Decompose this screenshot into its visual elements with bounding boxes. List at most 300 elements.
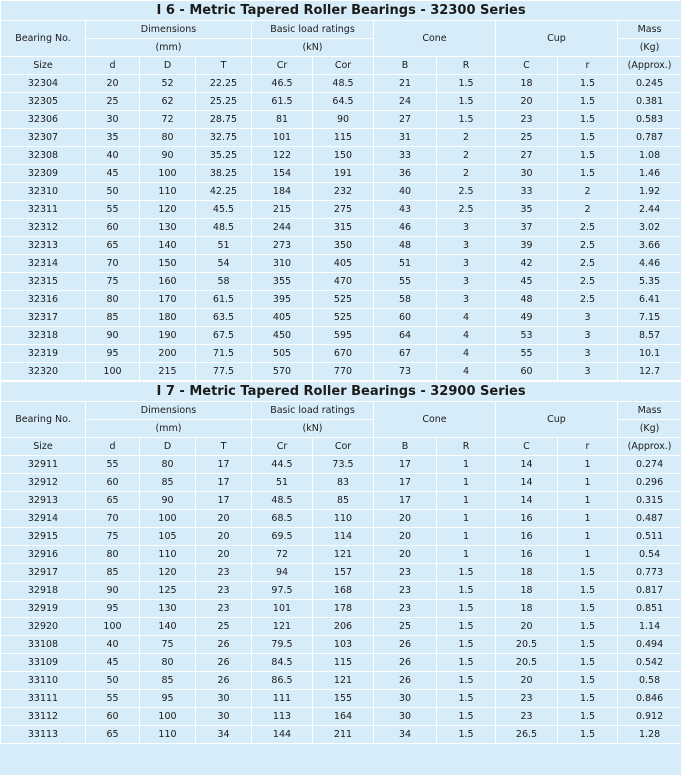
table-cell: 40 [374, 183, 437, 201]
table-row [1, 510, 681, 528]
bearing-size-cell: 32311 [1, 201, 86, 219]
table-cell: 64 [374, 327, 437, 345]
table-cell: 215 [252, 201, 313, 219]
table-cell: 0.494 [618, 636, 681, 654]
load-unit: (kN) [252, 420, 374, 438]
table-cell: 60 [496, 363, 558, 381]
table-cell: 14 [496, 456, 558, 474]
dimensions-header: Dimensions [86, 402, 252, 420]
table-cell: 1.5 [558, 726, 618, 744]
table-cell: 1 [437, 474, 496, 492]
table-cell: 2.5 [558, 273, 618, 291]
table-cell: 1.28 [618, 726, 681, 744]
table-cell: 2 [558, 183, 618, 201]
column-header: d [86, 57, 140, 75]
table-cell: 3.66 [618, 237, 681, 255]
table-cell: 48.5 [313, 75, 374, 93]
table-cell: 90 [140, 492, 196, 510]
table-cell: 315 [313, 219, 374, 237]
table-cell: 27 [374, 111, 437, 129]
table-cell: 48 [496, 291, 558, 309]
table-cell: 70 [86, 510, 140, 528]
table-cell: 6.41 [618, 291, 681, 309]
table-cell: 505 [252, 345, 313, 363]
table-cell: 4 [437, 327, 496, 345]
table-cell: 60 [374, 309, 437, 327]
table-cell: 80 [140, 654, 196, 672]
table-cell: 160 [140, 273, 196, 291]
table-cell: 20 [86, 75, 140, 93]
table-cell: 55 [86, 456, 140, 474]
bearing-size-cell: 32304 [1, 75, 86, 93]
table-cell: 65 [86, 726, 140, 744]
table-cell: 4 [437, 345, 496, 363]
table-cell: 125 [140, 582, 196, 600]
table-cell: 73 [374, 363, 437, 381]
table-cell: 121 [313, 672, 374, 690]
table-cell: 4 [437, 309, 496, 327]
table-cell: 24 [374, 93, 437, 111]
column-header: B [374, 438, 437, 456]
table-cell: 43 [374, 201, 437, 219]
table-cell: 1.5 [558, 636, 618, 654]
table-cell: 4.46 [618, 255, 681, 273]
table-cell: 140 [140, 237, 196, 255]
table-cell: 2.5 [437, 201, 496, 219]
table-cell: 20 [374, 528, 437, 546]
table-cell: 355 [252, 273, 313, 291]
column-header: r [558, 438, 618, 456]
bearing-size-cell: 32918 [1, 582, 86, 600]
table-cell: 405 [313, 255, 374, 273]
bearing-size-cell: 32913 [1, 492, 86, 510]
mass-unit: (Kg) [618, 39, 681, 57]
table-cell: 85 [86, 309, 140, 327]
table-cell: 25 [496, 129, 558, 147]
table-cell: 14 [496, 474, 558, 492]
bearing-size-cell: 32314 [1, 255, 86, 273]
table-row [1, 219, 681, 237]
table-cell: 170 [140, 291, 196, 309]
table-cell: 35 [86, 129, 140, 147]
table-row [1, 636, 681, 654]
table-cell: 1.46 [618, 165, 681, 183]
table-cell: 16 [496, 528, 558, 546]
table-cell: 113 [252, 708, 313, 726]
cup-header: Cup [496, 21, 618, 57]
table-row [1, 690, 681, 708]
table-cell: 101 [252, 129, 313, 147]
table-cell: 0.851 [618, 600, 681, 618]
table-cell: 1.5 [437, 672, 496, 690]
table-cell: 97.5 [252, 582, 313, 600]
load-ratings-header: Basic load ratings [252, 21, 374, 39]
table-cell: 28.75 [196, 111, 252, 129]
table-cell: 100 [140, 165, 196, 183]
table-cell: 1.5 [437, 93, 496, 111]
dimensions-unit: (mm) [86, 39, 252, 57]
table-cell: 1.5 [558, 672, 618, 690]
table-row [1, 708, 681, 726]
mass-header: Mass [618, 21, 681, 39]
bearing-size-cell: 32306 [1, 111, 86, 129]
table-row [1, 582, 681, 600]
table-cell: 1 [437, 528, 496, 546]
table-cell: 570 [252, 363, 313, 381]
table-cell: 50 [86, 672, 140, 690]
table-cell: 5.35 [618, 273, 681, 291]
table-cell: 595 [313, 327, 374, 345]
table-cell: 8.57 [618, 327, 681, 345]
table-cell: 26 [196, 654, 252, 672]
table-cell: 1.5 [437, 690, 496, 708]
table-cell: 18 [496, 582, 558, 600]
table-cell: 111 [252, 690, 313, 708]
table-cell: 3 [558, 363, 618, 381]
table-cell: 3 [558, 345, 618, 363]
table-row [1, 492, 681, 510]
table-cell: 40 [86, 636, 140, 654]
table-cell: 60 [86, 219, 140, 237]
table-cell: 23 [196, 582, 252, 600]
table-cell: 103 [313, 636, 374, 654]
table-cell: 51 [374, 255, 437, 273]
table-cell: 1 [558, 546, 618, 564]
table-cell: 23 [374, 564, 437, 582]
table-cell: 48 [374, 237, 437, 255]
cone-header: Cone [374, 402, 496, 438]
table-cell: 1.5 [558, 654, 618, 672]
table-cell: 51 [252, 474, 313, 492]
table-cell: 22.25 [196, 75, 252, 93]
column-header: Cr [252, 438, 313, 456]
table-cell: 110 [140, 546, 196, 564]
table-cell: 20 [374, 546, 437, 564]
table-cell: 45 [496, 273, 558, 291]
table-cell: 1 [437, 456, 496, 474]
bearing-size-cell: 32310 [1, 183, 86, 201]
table-cell: 130 [140, 600, 196, 618]
table-cell: 184 [252, 183, 313, 201]
table-row [1, 618, 681, 636]
table-cell: 0.817 [618, 582, 681, 600]
spec-table-1 [0, 0, 681, 381]
table-row [1, 291, 681, 309]
table-cell: 80 [140, 456, 196, 474]
table-cell: 3 [437, 255, 496, 273]
table-cell: 52 [140, 75, 196, 93]
table-cell: 95 [86, 345, 140, 363]
bearing-size-cell: 33109 [1, 654, 86, 672]
table-cell: 55 [496, 345, 558, 363]
table-cell: 35 [496, 201, 558, 219]
table-cell: 0.487 [618, 510, 681, 528]
table-cell: 1.5 [558, 75, 618, 93]
table-cell: 85 [86, 564, 140, 582]
table-row [1, 654, 681, 672]
table-cell: 17 [374, 456, 437, 474]
bearing-size-cell: 32312 [1, 219, 86, 237]
table-cell: 90 [140, 147, 196, 165]
table-cell: 20.5 [496, 636, 558, 654]
table-row [1, 600, 681, 618]
table-cell: 525 [313, 291, 374, 309]
table-cell: 45 [86, 165, 140, 183]
table-cell: 16 [496, 510, 558, 528]
table-title-row [1, 382, 681, 402]
table-cell: 1 [437, 510, 496, 528]
table-cell: 100 [86, 363, 140, 381]
table-cell: 30 [374, 690, 437, 708]
table-cell: 140 [140, 618, 196, 636]
column-header: T [196, 57, 252, 75]
table-cell: 3 [437, 273, 496, 291]
table-row [1, 201, 681, 219]
table-cell: 1.5 [558, 618, 618, 636]
table-cell: 2 [558, 201, 618, 219]
table-cell: 0.511 [618, 528, 681, 546]
table-cell: 48.5 [252, 492, 313, 510]
load-unit: (kN) [252, 39, 374, 57]
table-cell: 120 [140, 201, 196, 219]
table-cell: 30 [196, 690, 252, 708]
table-cell: 1 [437, 546, 496, 564]
column-header: r [558, 57, 618, 75]
table-cell: 26 [196, 636, 252, 654]
table-cell: 36 [374, 165, 437, 183]
table-cell: 120 [140, 564, 196, 582]
table-cell: 85 [140, 672, 196, 690]
column-header: T [196, 438, 252, 456]
table-cell: 46.5 [252, 75, 313, 93]
table-cell: 20 [374, 510, 437, 528]
table-cell: 206 [313, 618, 374, 636]
table-cell: 190 [140, 327, 196, 345]
table-cell: 17 [374, 492, 437, 510]
bearing-size-cell: 32316 [1, 291, 86, 309]
table-cell: 65 [86, 492, 140, 510]
table-cell: 1.14 [618, 618, 681, 636]
table-cell: 48.5 [196, 219, 252, 237]
table-cell: 3 [437, 237, 496, 255]
table-row [1, 672, 681, 690]
table-row [1, 528, 681, 546]
column-header: (Approx.) [618, 438, 681, 456]
table-row [1, 309, 681, 327]
table-row [1, 273, 681, 291]
table-cell: 90 [86, 582, 140, 600]
table-cell: 770 [313, 363, 374, 381]
table-row [1, 363, 681, 381]
table-cell: 470 [313, 273, 374, 291]
bearing-size-cell: 32315 [1, 273, 86, 291]
table-cell: 0.787 [618, 129, 681, 147]
table-cell: 49 [496, 309, 558, 327]
table-cell: 23 [496, 708, 558, 726]
bearing-size-cell: 32912 [1, 474, 86, 492]
table-cell: 1.5 [437, 654, 496, 672]
table-cell: 1.5 [558, 147, 618, 165]
table-cell: 115 [313, 654, 374, 672]
table-cell: 1.5 [558, 600, 618, 618]
table-cell: 50 [86, 183, 140, 201]
table-cell: 1 [558, 492, 618, 510]
table-row [1, 237, 681, 255]
table-cell: 30 [496, 165, 558, 183]
table-cell: 80 [86, 546, 140, 564]
table-cell: 1.5 [437, 75, 496, 93]
table-cell: 164 [313, 708, 374, 726]
table-cell: 110 [140, 726, 196, 744]
table-cell: 30 [86, 111, 140, 129]
table-row [1, 165, 681, 183]
table-cell: 144 [252, 726, 313, 744]
table-cell: 2 [437, 147, 496, 165]
table-cell: 23 [374, 600, 437, 618]
bearing-size-cell: 32920 [1, 618, 86, 636]
table-cell: 1.5 [558, 564, 618, 582]
bearing-size-cell: 33111 [1, 690, 86, 708]
table-cell: 100 [86, 618, 140, 636]
table-cell: 72 [140, 111, 196, 129]
table-cell: 25 [374, 618, 437, 636]
load-ratings-header: Basic load ratings [252, 402, 374, 420]
table-cell: 122 [252, 147, 313, 165]
bearing-size-cell: 32307 [1, 129, 86, 147]
table-cell: 211 [313, 726, 374, 744]
table-cell: 1.5 [437, 564, 496, 582]
bearing-size-cell: 33113 [1, 726, 86, 744]
table-cell: 25.25 [196, 93, 252, 111]
table-title: I 6 - Metric Tapered Roller Bearings - 32300 Series [1, 1, 681, 21]
table-cell: 32.75 [196, 129, 252, 147]
table-cell: 1.92 [618, 183, 681, 201]
table-cell: 18 [496, 75, 558, 93]
bearing-size-cell: 32313 [1, 237, 86, 255]
table-cell: 60 [86, 474, 140, 492]
column-header: Cor [313, 438, 374, 456]
table-cell: 54 [196, 255, 252, 273]
table-cell: 191 [313, 165, 374, 183]
table-cell: 670 [313, 345, 374, 363]
table-cell: 20 [496, 672, 558, 690]
table-cell: 94 [252, 564, 313, 582]
table-cell: 67 [374, 345, 437, 363]
table-cell: 115 [313, 129, 374, 147]
column-header: C [496, 57, 558, 75]
bearing-size-cell: 33112 [1, 708, 86, 726]
table-cell: 77.5 [196, 363, 252, 381]
mass-unit: (Kg) [618, 420, 681, 438]
table-cell: 273 [252, 237, 313, 255]
cup-header: Cup [496, 402, 618, 438]
table-cell: 72 [252, 546, 313, 564]
table-row [1, 147, 681, 165]
table-cell: 1.5 [558, 708, 618, 726]
table-cell: 35.25 [196, 147, 252, 165]
table-cell: 0.381 [618, 93, 681, 111]
table-row [1, 345, 681, 363]
table-cell: 200 [140, 345, 196, 363]
table-cell: 70 [86, 255, 140, 273]
table-cell: 1.5 [437, 726, 496, 744]
column-header: Size [1, 438, 86, 456]
table-cell: 85 [140, 474, 196, 492]
table-cell: 0.58 [618, 672, 681, 690]
table-cell: 64.5 [313, 93, 374, 111]
table-row [1, 474, 681, 492]
table-cell: 3 [437, 219, 496, 237]
table-cell: 100 [140, 510, 196, 528]
table-cell: 81 [252, 111, 313, 129]
table-cell: 3 [558, 309, 618, 327]
table-cell: 20 [196, 510, 252, 528]
table-cell: 17 [196, 474, 252, 492]
table-cell: 95 [86, 600, 140, 618]
table-row [1, 546, 681, 564]
table-cell: 23 [496, 111, 558, 129]
bearing-size-cell: 32319 [1, 345, 86, 363]
table-cell: 26 [374, 672, 437, 690]
table-cell: 46 [374, 219, 437, 237]
table-row [1, 456, 681, 474]
table-cell: 17 [196, 456, 252, 474]
table-cell: 0.296 [618, 474, 681, 492]
bearing-size-cell: 32915 [1, 528, 86, 546]
table-row [1, 327, 681, 345]
table-cell: 23 [496, 690, 558, 708]
bearing-size-cell: 32309 [1, 165, 86, 183]
table-cell: 14 [496, 492, 558, 510]
table-row [1, 93, 681, 111]
table-cell: 17 [374, 474, 437, 492]
table-cell: 26.5 [496, 726, 558, 744]
column-header: R [437, 57, 496, 75]
table-cell: 90 [86, 327, 140, 345]
table-cell: 95 [140, 690, 196, 708]
mass-header: Mass [618, 402, 681, 420]
bearing-size-cell: 32318 [1, 327, 86, 345]
table-cell: 34 [374, 726, 437, 744]
table-cell: 86.5 [252, 672, 313, 690]
table-cell: 2.5 [558, 291, 618, 309]
table-cell: 180 [140, 309, 196, 327]
table-cell: 1.5 [558, 690, 618, 708]
table-cell: 0.315 [618, 492, 681, 510]
table-cell: 83 [313, 474, 374, 492]
table-cell: 395 [252, 291, 313, 309]
table-cell: 37 [496, 219, 558, 237]
column-header: Cor [313, 57, 374, 75]
table-cell: 69.5 [252, 528, 313, 546]
table-cell: 3.02 [618, 219, 681, 237]
column-header: D [140, 57, 196, 75]
table-cell: 38.25 [196, 165, 252, 183]
table-cell: 26 [374, 654, 437, 672]
column-header: (Approx.) [618, 57, 681, 75]
table-cell: 53 [496, 327, 558, 345]
column-header: R [437, 438, 496, 456]
table-cell: 75 [86, 528, 140, 546]
bearing-no-header: Bearing No. [1, 402, 86, 438]
table-cell: 23 [196, 564, 252, 582]
table-cell: 2.5 [558, 219, 618, 237]
table-cell: 114 [313, 528, 374, 546]
table-cell: 26 [374, 636, 437, 654]
table-cell: 51 [196, 237, 252, 255]
table-cell: 1.5 [558, 93, 618, 111]
table-cell: 12.7 [618, 363, 681, 381]
